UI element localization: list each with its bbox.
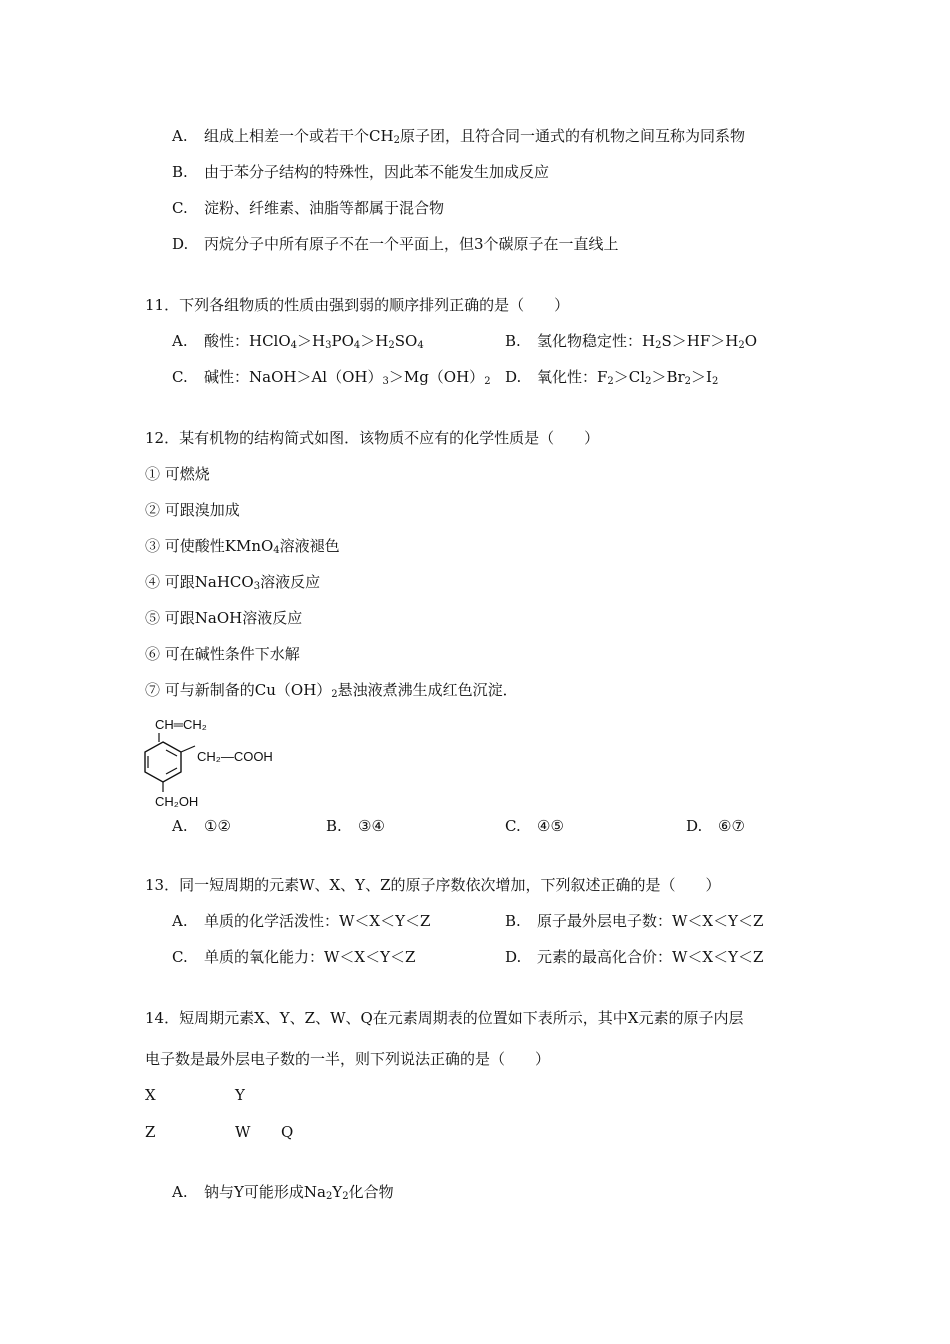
structural-formula-diagram — [143, 712, 293, 812]
option-label: B. — [172, 163, 188, 181]
q13-stem: 13．同一短周期的元素W、X、Y、Z的原子序数依次增加，下列叙述正确的是（ ） — [145, 876, 721, 894]
q10-option-c — [172, 197, 444, 219]
q12-item-6: ⑥ 可在碱性条件下水解 — [145, 645, 300, 663]
q14-stem-line2: 电子数是最外层电子数的一半，则下列说法正确的是（ ） — [145, 1050, 551, 1068]
q12-item-5: ⑤ 可跟NaOH溶液反应 — [145, 609, 303, 627]
benzene-inner-bond — [166, 768, 177, 774]
q12-item-4: ④ 可跟NaHCO$_3$溶液反应 — [145, 573, 321, 592]
periodic-table-cell-q: Q — [281, 1123, 294, 1141]
structure-bottom-group: CH₂OH — [155, 794, 199, 809]
q11-option-d: D. 氧化性：$F_2>Cl_2>Br_2>I_2$ — [505, 368, 719, 387]
q12-stem: 12．某有机物的结构简式如图．该物质不应有的化学性质是（ ） — [145, 429, 600, 447]
q12-item-7: ⑦ 可与新制备的$Cu(OH)_2$悬浊液煮沸生成红色沉淀． — [145, 681, 518, 700]
periodic-table-cell-x: X — [145, 1086, 156, 1104]
q13-option-d: D. 元素的最高化合价：W＜X＜Y＜Z — [505, 948, 764, 966]
q11-option-c: C. 碱性：$NaOH>Al(OH)_3>Mg(OH)_2$ — [172, 368, 491, 387]
q12-option-a: A. ①② — [172, 817, 231, 835]
q11-stem: 11．下列各组物质的性质由强到弱的顺序排列正确的是（ ） — [145, 296, 570, 314]
q12-item-2: ② 可跟溴加成 — [145, 501, 240, 519]
q14-option-a: A. 钠与Y可能形成$Na_2Y_2$化合物 — [172, 1183, 394, 1202]
periodic-table-cell-y: Y — [235, 1086, 245, 1104]
q11-option-b: B. 氢化物稳定性：$H_2S>HF>H_2O$ — [505, 332, 758, 351]
bond-line — [181, 746, 195, 752]
option-text: 淀粉、纤维素、油脂等都属于混合物 — [204, 199, 445, 217]
option-label: D. — [172, 235, 189, 253]
periodic-table-cell-w: W — [235, 1123, 251, 1141]
q10-option-b — [172, 161, 549, 183]
q10-option-d — [172, 233, 619, 255]
periodic-table-cell-z: Z — [145, 1123, 156, 1141]
benzene-inner-bond — [166, 750, 177, 756]
option-text: 由于苯分子结构的特殊性，因此苯不能发生加成反应 — [204, 163, 550, 181]
q12-option-c: C. ④⑤ — [505, 817, 564, 835]
q13-option-a: A. 单质的化学活泼性：W＜X＜Y＜Z — [172, 912, 431, 930]
structure-top-group: CH═CH₂ — [155, 717, 207, 732]
q14-stem-line1: 14．短周期元素X、Y、Z、W、Q在元素周期表的位置如下表所示，其中X元素的原子内层 — [145, 1009, 744, 1027]
q13-option-b: B. 原子最外层电子数：W＜X＜Y＜Z — [505, 912, 764, 930]
q13-option-c: C. 单质的氧化能力：W＜X＜Y＜Z — [172, 948, 416, 966]
structure-side-group: CH₂—COOH — [197, 749, 273, 764]
q12-item-1: ① 可燃烧 — [145, 465, 210, 483]
q12-option-d: D. ⑥⑦ — [686, 817, 745, 835]
q11-option-a: A. 酸性：$HClO_4>H_3PO_4>H_2SO_4$ — [172, 332, 424, 351]
q10-option-a: A. 组成上相差一个或若干个$CH_2$原子团，且符合同一通式的有机物之间互称为同系物 — [172, 127, 745, 146]
option-label: C. — [172, 199, 188, 217]
option-text: 组成上相差一个或若干个CH — [204, 127, 394, 145]
benzene-ring — [145, 742, 181, 782]
q12-option-b: B. ③④ — [326, 817, 385, 835]
option-label: A. — [172, 127, 188, 145]
q12-item-3: ③ 可使酸性KMnO$_4$溶液褪色 — [145, 537, 340, 556]
option-text: 丙烷分子中所有原子不在一个平面上，但3个碳原子在一直线上 — [204, 235, 619, 253]
